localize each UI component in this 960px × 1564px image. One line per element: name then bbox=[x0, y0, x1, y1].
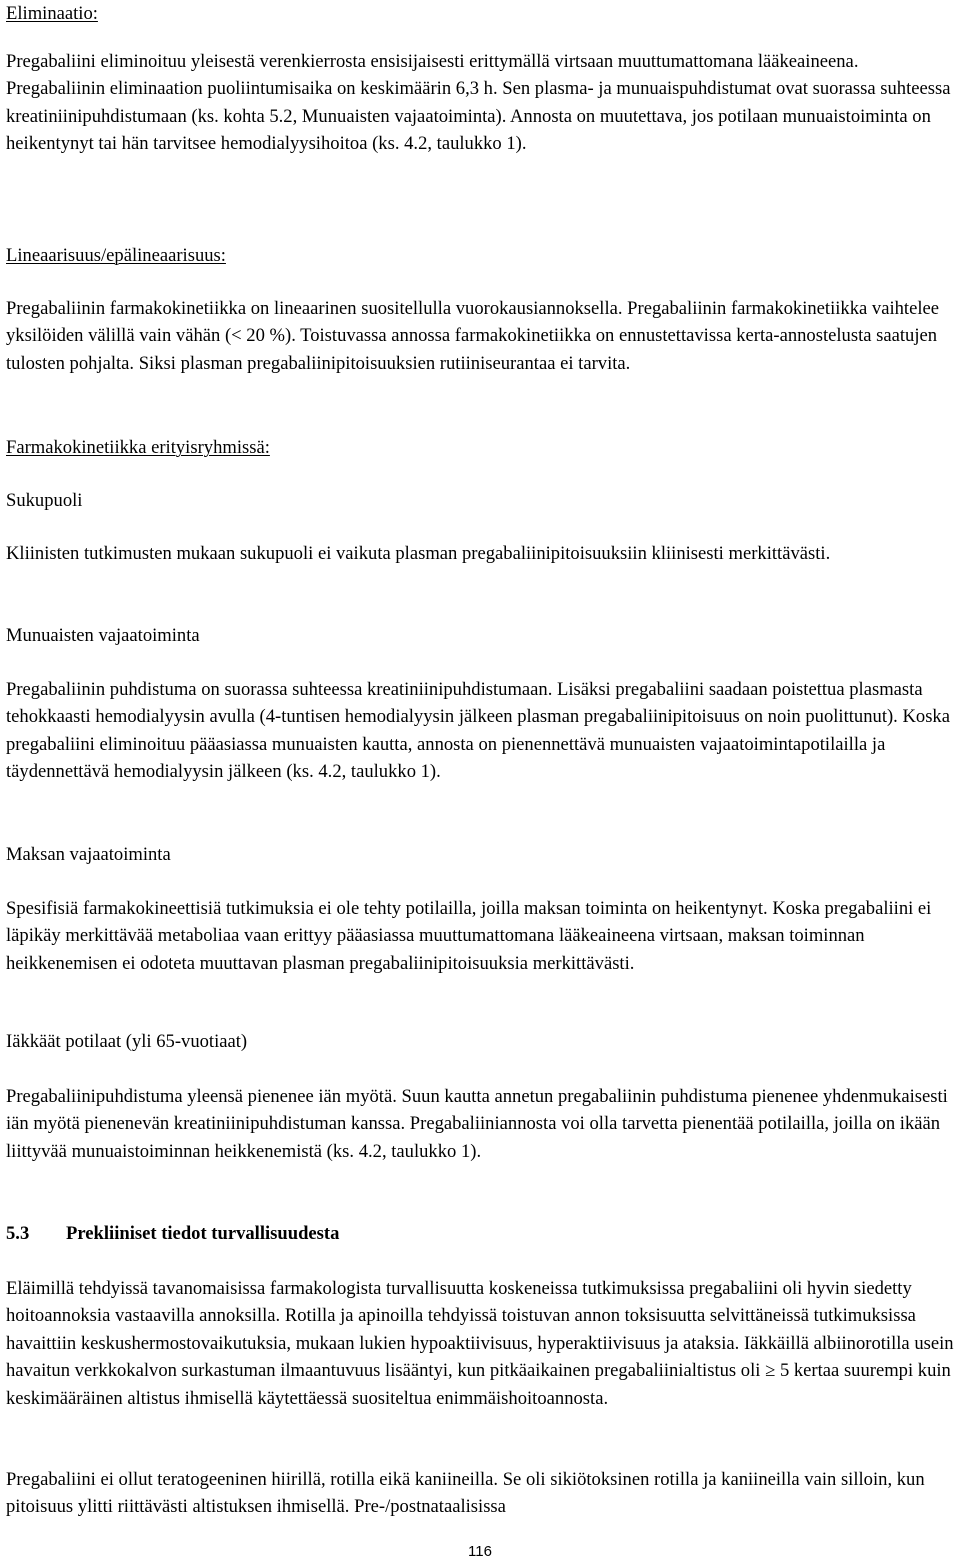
paragraph-munuaisten-vajaatoiminta: Pregabaliinin puhdistuma on suorassa suhteessa kreatiniinipuhdistumaan. Lisäksi pregabaliini saadaan poistettua plasmasta tehokkaasti hemodialyysin avulla (4-tuntisen hemodialyysin jälkeen plasman pregabaliinipitoisuus on noin puolittunut). Koska pregabaliini eliminoituu pääasiassa munuaisten kautta, annosta on pienennettävä munuaisten vajaatoimintapotilailla ja täydennettävä hemodialyysin jälkeen (ks. 4.2, taulukko 1). bbox=[6, 679, 950, 783]
heading-erityisryhmat: Farmakokinetiikka erityisryhmissä: bbox=[6, 437, 270, 458]
paragraph-prekliiniset-1: Eläimillä tehdyissä tavanomaisissa farmakologista turvallisuutta koskeneissa tutkimuksissa pregabaliini oli hyvin siedetty hoitoannoksia vastaavilla annoksilla. Rotilla ja apinoilla tehdyissä toistuvan annon toksisuutta selvittäneissä tutkimuksissa havaittiin keskushermostovaikutuksia, mukaan lukien hypoaktiivisuus, hyperaktiivisuus ja ataksia. Iäkkäillä albiinorotilla usein havaitun verkkokalvon surkastuman ilmaantuvuus lisääntyi, kun pitkäaikainen pregabaliinialtistus oli ≥ 5 kertaa suurempi kuin keskimääräinen altistus ihmisellä käytettäessä suositeltua enimmäishoitoannosta. bbox=[6, 1278, 954, 1409]
paragraph-eliminaatio: Pregabaliini eliminoituu yleisestä verenkierrosta ensisijaisesti erittymällä virtsaan muuttumattomana lääkeaineena. Pregabaliinin eliminaation puoliintumisaika on keskimäärin 6,3 h. Sen plasma- ja munuaispuhdistumat ovat suorassa suhteessa kreatiniinipuhdistumaan (ks. kohta 5.2, Munuaisten vajaatoiminta). Annosta on muutettava, jos potilaan munuaistoiminta on heikentynyt tai hän tarvitsee hemodialyysihoitoa (ks. 4.2, taulukko 1). bbox=[6, 51, 951, 155]
section-title: Prekliiniset tiedot turvallisuudesta bbox=[66, 1223, 340, 1244]
page-number: 116 bbox=[468, 1543, 492, 1560]
subheading-iakkaat-potilaat: Iäkkäät potilaat (yli 65-vuotiaat) bbox=[6, 1031, 248, 1052]
paragraph-lineaarisuus: Pregabaliinin farmakokinetiikka on lineaarinen suositellulla vuorokausiannoksella. Pregabaliinin farmakokinetiikka vaihtelee yksilöiden välillä vain vähän (< 20 %). Toistuvassa annossa farmakokinetiikka on ennustettavissa kerta-annostelusta saatujen tulosten pohjalta. Siksi plasman pregabaliinipitoisuuksien rutiiniseurantaa ei tarvita. bbox=[6, 298, 940, 374]
paragraph-iakkaat-potilaat: Pregabaliinipuhdistuma yleensä pienenee iän myötä. Suun kautta annetun pregabaliinin puhdistuma pienenee yhdenmukaisesti iän myötä pienenevän kreatiniinipuhdistuman kanssa. Pregabaliiniannosta voi olla tarvetta pienentää potilailla, joilla on ikään liittyvää munuaistoiminnan heikkenemistä (ks. 4.2, taulukko 1). bbox=[6, 1086, 948, 1162]
paragraph-sukupuoli: Kliinisten tutkimusten mukaan sukupuoli ei vaikuta plasman pregabaliinipitoisuuksiin kliinisesti merkittävästi. bbox=[6, 543, 831, 564]
paragraph-prekliiniset-2: Pregabaliini ei ollut teratogeeninen hiirillä, rotilla eikä kaniineilla. Se oli sikiötoksinen rotilla ja kaniineilla vain silloin, kun pitoisuus ylitti riittävästi altistuksen ihmisellä. Pre-/postnataalisissa bbox=[6, 1469, 925, 1518]
heading-eliminaatio: Eliminaatio: bbox=[6, 3, 98, 24]
subheading-munuaisten-vajaatoiminta: Munuaisten vajaatoiminta bbox=[6, 625, 200, 646]
section-number: 5.3 bbox=[6, 1223, 30, 1244]
subheading-sukupuoli: Sukupuoli bbox=[6, 490, 83, 511]
subheading-maksan-vajaatoiminta: Maksan vajaatoiminta bbox=[6, 844, 171, 865]
section-heading-5-3 bbox=[6, 1220, 954, 1247]
heading-lineaarisuus: Lineaarisuus/epälineaarisuus: bbox=[6, 245, 226, 266]
paragraph-maksan-vajaatoiminta: Spesifisiä farmakokineettisiä tutkimuksia ei ole tehty potilailla, joilla maksan toiminta on heikentynyt. Koska pregabaliini ei läpikäy merkittävää metaboliaa vaan erittyy pääasiassa muuttumattomana lääkeaineena virtsaan, maksan toiminnan heikkenemisen ei odoteta muuttavan plasman pregabaliinipitoisuuksia merkittävästi. bbox=[6, 898, 932, 974]
